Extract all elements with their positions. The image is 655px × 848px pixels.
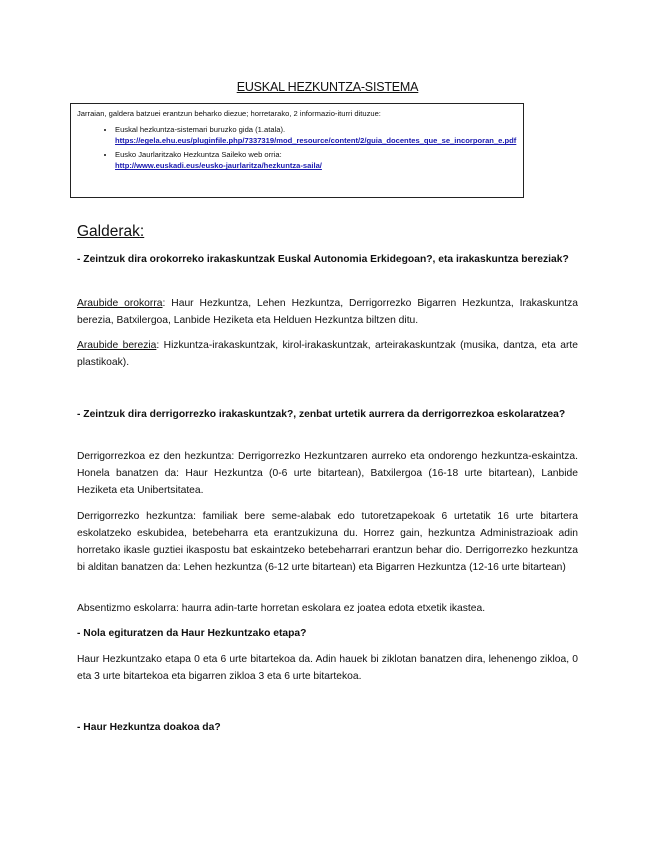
info-sources-box	[70, 103, 524, 198]
sources-list	[77, 124, 517, 172]
source-label: • Euskal hezkuntza-sistemari buruzko gida (1.atala).	[115, 124, 286, 134]
answer-2-paragraph: Derrigorrezko hezkuntza: familiak bere seme-alabak edo tutoretzapekoak 6 urtetatik 16 urte bitartera eskolatzeko eskubidea, betebeharra eta erantzukizuna du. Horrez gain, hezkuntza Administrazioak adin horretako ikasle guztiei ikaspostu bat eskaintzeko betebeharrari erantzun behar dio. Derrigorrezko hezkuntza bi alditan banatzen da: Lehen hezkuntza (6-12 urte bitartean) eta Bigarren Hezkuntza (12-16 urte bitartean)	[77, 511, 578, 573]
answer-2-paragraph: Absentizmo eskolarra: haurra adin-tarte horretan eskolara ez joatea edota etxetik ikastea.	[77, 603, 486, 614]
answer-1-general-text: : Haur Hezkuntza, Lehen Hezkuntza, Derrigorrezko Bigarren Hezkuntza, Irakaskuntza berezia, Batxilergoa, Lanbide Heziketa eta Helduen Hezkuntza biltzen ditu.	[77, 298, 578, 326]
question-2: - Zeintzuk dira derrigorrezko irakaskuntzak?, zenbat urtetik aurrera da derrigorrezkoa eskolaratzea?	[77, 409, 566, 420]
source-item	[115, 124, 517, 147]
question-4: - Haur Hezkuntza doakoa da?	[77, 722, 221, 733]
answer-1-general-label: Araubide orokorra	[77, 298, 163, 309]
document-title: EUSKAL HEZKUNTZA-SISTEMA	[236, 80, 419, 94]
source-item	[115, 149, 517, 172]
questions-heading-text: Galderak	[77, 223, 140, 240]
questions-heading-colon: :	[139, 223, 145, 240]
answer-1-special-label: Araubide berezia	[77, 340, 157, 351]
answer-1-general	[77, 295, 578, 329]
answer-2-paragraph: Derrigorrezkoa ez den hezkuntza: Derrigorrezko Hezkuntzaren aurreko eta ondorengo hezkuntza-eskaintza. Honela banatzen da: Haur Hezkuntza (0-6 urte bitartean), Batxilergoa (16-18 urte bitartean), Lanbide Heziketa eta Unibertsitatea.	[77, 451, 578, 496]
source-link[interactable]: http://www.euskadi.eus/eusko-jaurlaritza/hezkuntza-saila/	[115, 161, 322, 171]
answer-3: Haur Hezkuntzako etapa 0 eta 6 urte bitartekoa da. Adin hauek bi ziklotan banatzen dira, lehenengo zikloa, 0 eta 3 urte bitartekoa eta bigarren zikloa 3 eta 6 urte bitartekoa.	[77, 654, 578, 682]
question-1: - Zeintzuk dira orokorreko irakaskuntzak Euskal Autonomia Erkidegoan?, eta irakaskuntza bereziak?	[77, 254, 569, 265]
source-link[interactable]: https://egela.ehu.eus/pluginfile.php/7337319/mod_resource/content/2/guia_docentes_que_se_incorporan_e.pdf	[115, 136, 517, 146]
questions-heading	[77, 223, 144, 241]
source-label: • Eusko Jaurlaritzako Hezkuntza Saileko web orria:	[115, 149, 282, 159]
answer-1-special-text: : Hizkuntza-irakaskuntzak, kirol-irakaskuntzak, arteirakaskuntzak (musika, dantza, eta arte plastikoak).	[77, 340, 578, 368]
info-intro: Jarraian, galdera batzuei erantzun beharko diezue; horretarako, 2 informazio-iturri dituzue:	[77, 109, 381, 118]
answer-1-special	[77, 337, 578, 371]
question-3: - Nola egituratzen da Haur Hezkuntzako etapa?	[77, 628, 307, 639]
